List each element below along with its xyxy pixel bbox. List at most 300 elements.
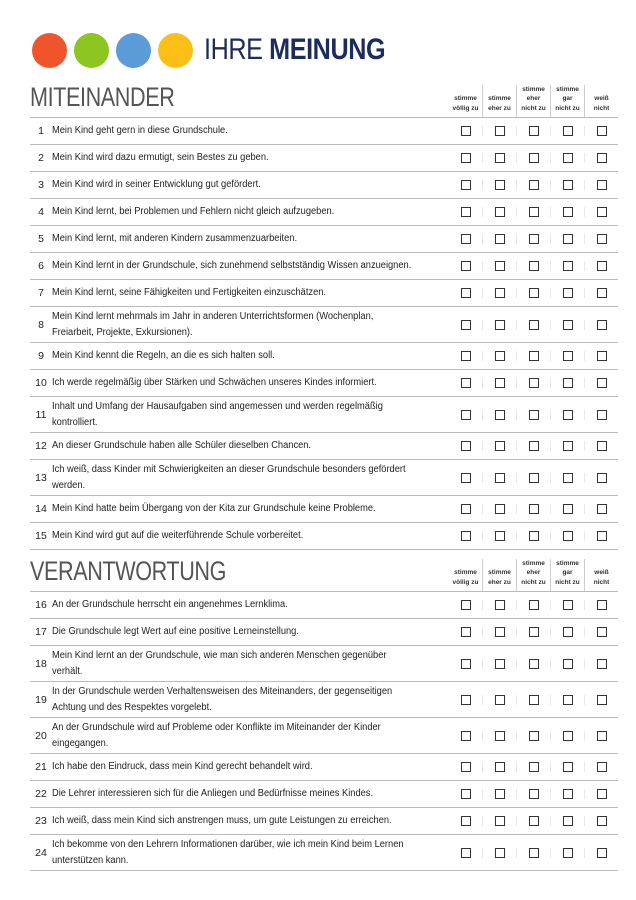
answer-cell [516,153,550,163]
answer-checkbox[interactable] [597,441,607,451]
red-dot [32,33,67,68]
answer-checkbox[interactable] [461,378,471,388]
answer-boxes [449,659,618,669]
answer-checkbox[interactable] [495,153,505,163]
answer-cell [516,600,550,610]
answer-cell [482,153,516,163]
answer-checkbox[interactable] [597,153,607,163]
answer-cell [449,180,482,190]
question-text: Ich weiß, dass mein Kind sich anstrengen muss, um gute Leistungen zu erreichen. [52,815,392,826]
answer-cell [516,410,550,420]
answer-cell [550,351,584,361]
answer-checkbox[interactable] [461,848,471,858]
answer-checkbox[interactable] [563,207,573,217]
answer-checkbox[interactable] [461,789,471,799]
answer-checkbox[interactable] [529,762,539,772]
answer-cell [550,180,584,190]
answer-checkbox[interactable] [563,731,573,741]
answer-checkbox[interactable] [495,261,505,271]
answer-checkbox[interactable] [495,378,505,388]
answer-cell [550,531,584,541]
answer-columns [449,85,618,117]
answer-boxes [449,531,618,541]
answer-boxes [449,731,618,741]
answer-cell [550,627,584,637]
answer-checkbox[interactable] [529,504,539,514]
answer-cell [584,816,618,826]
question-number: 3 [38,179,44,191]
answer-checkbox[interactable] [529,410,539,420]
answer-cell [584,410,618,420]
column-header-line: gar [562,95,573,103]
answer-checkbox[interactable] [597,261,607,271]
answer-cell [584,762,618,772]
answer-checkbox[interactable] [461,762,471,772]
answer-cell [449,627,482,637]
answer-cell [516,789,550,799]
answer-checkbox[interactable] [461,288,471,298]
answer-checkbox[interactable] [563,378,573,388]
question-number: 24 [35,846,47,859]
answer-checkbox[interactable] [597,473,607,483]
answer-cell [449,320,482,330]
answer-cell [550,207,584,217]
answer-checkbox[interactable] [461,531,471,541]
answer-cell [449,378,482,388]
answer-checkbox[interactable] [461,600,471,610]
question-text: An der Grundschule herrscht ein angenehmes Lernklima. [52,599,288,610]
answer-cell [516,627,550,637]
question-number: 8 [38,318,44,331]
column-header [584,85,618,117]
answer-cell [449,410,482,420]
answer-checkbox[interactable] [461,627,471,637]
section-title: MITEINANDER [30,82,175,112]
answer-checkbox[interactable] [461,410,471,420]
answer-checkbox[interactable] [563,261,573,271]
question-text: Mein Kind lernt, mit anderen Kindern zusammenzuarbeiten. [52,233,298,244]
answer-cell [516,126,550,136]
question-number: 1 [38,125,44,137]
answer-cell [584,627,618,637]
answer-checkbox[interactable] [495,320,505,330]
question-number: 17 [35,626,47,638]
answer-checkbox[interactable] [597,848,607,858]
answer-cell [482,288,516,298]
answer-cell [449,126,482,136]
answer-checkbox[interactable] [563,600,573,610]
column-header-line: stimme [488,95,511,103]
question-text: Mein Kind geht gern in diese Grundschule. [52,125,228,136]
column-header-line: nicht zu [555,104,580,112]
answer-checkbox[interactable] [597,531,607,541]
answer-checkbox[interactable] [563,288,573,298]
answer-checkbox[interactable] [597,731,607,741]
answer-checkbox[interactable] [461,351,471,361]
question-number: 16 [35,599,47,611]
answer-checkbox[interactable] [597,126,607,136]
column-header-line: eher [526,95,541,103]
answer-boxes [449,234,618,244]
answer-cell [584,848,618,858]
answer-cell [482,816,516,826]
answer-checkbox[interactable] [597,180,607,190]
question-row [30,397,618,433]
answer-checkbox[interactable] [563,351,573,361]
answer-checkbox[interactable] [529,441,539,451]
answer-checkbox[interactable] [529,180,539,190]
answer-cell [482,378,516,388]
question-number: 20 [35,729,47,742]
answer-boxes [449,816,618,826]
column-header [482,85,516,117]
section-header [30,547,618,592]
answer-boxes [449,762,618,772]
answer-checkbox[interactable] [563,659,573,669]
question-number: 12 [35,440,47,452]
answer-checkbox[interactable] [495,207,505,217]
answer-checkbox[interactable] [597,789,607,799]
answer-cell [584,731,618,741]
answer-checkbox[interactable] [597,600,607,610]
answer-cell [550,320,584,330]
answer-checkbox[interactable] [529,473,539,483]
answer-cell [482,207,516,217]
answer-cell [584,789,618,799]
answer-cell [482,473,516,483]
question-row [30,781,618,808]
column-header-line: weiß [594,95,609,103]
answer-checkbox[interactable] [529,848,539,858]
answer-boxes [449,441,618,451]
answer-boxes [449,180,618,190]
answer-checkbox[interactable] [529,695,539,705]
page-title-part1: IHRE [204,33,263,66]
column-header-line: gar [562,569,573,577]
answer-cell [584,695,618,705]
section-header [30,70,618,118]
column-header-line: nicht [593,578,610,586]
answer-cell [550,816,584,826]
question-row [30,118,618,145]
answer-checkbox[interactable] [495,410,505,420]
question-number: 10 [35,377,47,389]
answer-cell [482,504,516,514]
answer-checkbox[interactable] [461,473,471,483]
answer-checkbox[interactable] [529,261,539,271]
answer-cell [550,441,584,451]
answer-checkbox[interactable] [597,378,607,388]
answer-cell [516,207,550,217]
answer-checkbox[interactable] [495,659,505,669]
column-header [550,559,584,591]
question-row [30,280,618,307]
answer-checkbox[interactable] [495,848,505,858]
question-number: 15 [35,530,47,542]
question-text: Ich werde regelmäßig über Stärken und Schwächen unseres Kindes informiert. [52,377,377,388]
column-header-line [585,559,618,568]
answer-cell [516,816,550,826]
blue-dot [116,33,151,68]
answer-checkbox[interactable] [529,378,539,388]
question-number: 13 [35,471,47,484]
answer-boxes [449,627,618,637]
answer-boxes [449,695,618,705]
answer-checkbox[interactable] [495,288,505,298]
green-dot [74,33,109,68]
answer-checkbox[interactable] [563,531,573,541]
question-number: 4 [38,206,44,218]
answer-checkbox[interactable] [495,441,505,451]
column-header-line [449,85,482,94]
answer-checkbox[interactable] [495,762,505,772]
column-header [516,559,550,591]
question-number: 9 [38,350,44,362]
answer-checkbox[interactable] [563,126,573,136]
question-row [30,253,618,280]
answer-cell [449,600,482,610]
answer-checkbox[interactable] [529,627,539,637]
answer-checkbox[interactable] [597,504,607,514]
answer-checkbox[interactable] [529,234,539,244]
answer-checkbox[interactable] [597,816,607,826]
answer-checkbox[interactable] [495,234,505,244]
question-text: Mein Kind hatte beim Übergang von der Kita zur Grundschule keine Probleme. [52,503,376,514]
question-row [30,682,618,718]
answer-checkbox[interactable] [563,848,573,858]
answer-checkbox[interactable] [461,659,471,669]
answer-cell [584,531,618,541]
answer-cell [449,207,482,217]
column-header-line: nicht zu [521,104,546,112]
answer-cell [516,848,550,858]
question-text: Mein Kind lernt an der Grundschule, wie man sich anderen Menschen gegenüber verhält. [52,649,387,677]
answer-boxes [449,288,618,298]
answer-cell [449,848,482,858]
answer-cell [516,351,550,361]
answer-checkbox[interactable] [529,351,539,361]
question-row [30,226,618,253]
answer-cell [516,504,550,514]
answer-checkbox[interactable] [529,789,539,799]
answer-cell [584,207,618,217]
answer-checkbox[interactable] [461,731,471,741]
section-miteinander [30,70,618,550]
question-row [30,307,618,343]
answer-checkbox[interactable] [529,731,539,741]
column-header [449,85,482,117]
answer-cell [550,695,584,705]
answer-cell [516,695,550,705]
answer-cell [449,473,482,483]
question-number: 5 [38,233,44,245]
column-header [482,559,516,591]
answer-cell [584,288,618,298]
question-text: Mein Kind kennt die Regeln, an die es sich halten soll. [52,350,275,361]
answer-checkbox[interactable] [597,410,607,420]
answer-cell [449,531,482,541]
question-row [30,370,618,397]
answer-checkbox[interactable] [461,126,471,136]
answer-checkbox[interactable] [495,126,505,136]
answer-cell [550,410,584,420]
answer-checkbox[interactable] [563,789,573,799]
answer-checkbox[interactable] [563,234,573,244]
column-header-line: völlig zu [452,104,479,112]
answer-checkbox[interactable] [597,659,607,669]
answer-checkbox[interactable] [597,627,607,637]
column-header-line: stimme [454,569,477,577]
question-number: 14 [35,503,47,515]
answer-checkbox[interactable] [461,695,471,705]
column-header-line: nicht [593,104,610,112]
question-text: Mein Kind lernt mehrmals im Jahr in anderen Unterrichtsformen (Wochenplan, Freiarbeit, Projekte, Exkursionen). [52,310,374,338]
answer-checkbox[interactable] [495,351,505,361]
answer-checkbox[interactable] [495,731,505,741]
answer-checkbox[interactable] [529,153,539,163]
answer-checkbox[interactable] [461,180,471,190]
answer-cell [550,288,584,298]
question-text: Mein Kind wird dazu ermutigt, sein Bestes zu geben. [52,152,269,163]
answer-checkbox[interactable] [563,816,573,826]
answer-cell [482,410,516,420]
answer-checkbox[interactable] [529,531,539,541]
question-text: An dieser Grundschule haben alle Schüler dieselben Chancen. [52,440,312,451]
answer-cell [449,695,482,705]
answer-cell [449,234,482,244]
answer-cell [482,731,516,741]
answer-checkbox[interactable] [495,816,505,826]
answer-checkbox[interactable] [461,153,471,163]
answer-cell [516,234,550,244]
question-row [30,835,618,871]
answer-cell [584,659,618,669]
answer-boxes [449,351,618,361]
answer-boxes [449,410,618,420]
answer-checkbox[interactable] [563,504,573,514]
answer-checkbox[interactable] [461,207,471,217]
answer-checkbox[interactable] [495,600,505,610]
answer-cell [550,600,584,610]
answer-cell [550,762,584,772]
question-number: 6 [38,260,44,272]
answer-checkbox[interactable] [563,627,573,637]
answer-checkbox[interactable] [597,234,607,244]
answer-checkbox[interactable] [495,504,505,514]
answer-checkbox[interactable] [597,320,607,330]
answer-checkbox[interactable] [597,695,607,705]
question-row [30,172,618,199]
answer-checkbox[interactable] [529,207,539,217]
answer-checkbox[interactable] [495,531,505,541]
column-header-line: stimme [556,559,579,567]
answer-checkbox[interactable] [495,473,505,483]
answer-checkbox[interactable] [461,504,471,514]
answer-checkbox[interactable] [461,261,471,271]
answer-cell [550,659,584,669]
answer-cell [584,320,618,330]
answer-cell [584,378,618,388]
question-text: An der Grundschule wird auf Probleme oder Konflikte im Miteinander der Kinder eingegangen. [52,721,381,749]
answer-checkbox[interactable] [563,695,573,705]
question-row [30,523,618,550]
answer-checkbox[interactable] [563,410,573,420]
answer-checkbox[interactable] [597,207,607,217]
answer-checkbox[interactable] [495,180,505,190]
column-header [550,85,584,117]
section-verantwortung [30,547,618,871]
column-header-line [449,559,482,568]
question-row [30,646,618,682]
question-text: Inhalt und Umfang der Hausaufgaben sind angemessen und werden regelmäßig kontrolliert. [52,400,383,428]
answer-checkbox[interactable] [495,627,505,637]
answer-checkbox[interactable] [563,180,573,190]
column-header-line: stimme [556,85,579,93]
answer-cell [584,234,618,244]
column-header-line: eher zu [488,578,511,586]
answer-cell [584,504,618,514]
answer-checkbox[interactable] [563,320,573,330]
answer-checkbox[interactable] [529,659,539,669]
question-text: Ich habe den Eindruck, dass mein Kind gerecht behandelt wird. [52,761,313,772]
answer-cell [449,816,482,826]
answer-checkbox[interactable] [529,600,539,610]
question-text: Mein Kind wird gut auf die weiterführende Schule vorbereitet. [52,530,304,541]
column-header-line [483,559,516,568]
answer-checkbox[interactable] [529,288,539,298]
answer-checkbox[interactable] [529,126,539,136]
answer-cell [584,473,618,483]
answer-cell [584,153,618,163]
answer-checkbox[interactable] [563,153,573,163]
answer-checkbox[interactable] [461,320,471,330]
column-header [516,85,550,117]
answer-checkbox[interactable] [597,288,607,298]
answer-boxes [449,261,618,271]
yellow-dot [158,33,193,68]
answer-checkbox[interactable] [461,816,471,826]
answer-cell [482,180,516,190]
answer-checkbox[interactable] [529,816,539,826]
answer-cell [482,320,516,330]
answer-checkbox[interactable] [529,320,539,330]
question-row [30,808,618,835]
answer-boxes [449,126,618,136]
answer-checkbox[interactable] [563,473,573,483]
answer-cell [482,762,516,772]
answer-cell [516,473,550,483]
answer-checkbox[interactable] [597,762,607,772]
question-number: 11 [35,408,47,421]
column-header [449,559,482,591]
answer-checkbox[interactable] [495,695,505,705]
answer-cell [550,789,584,799]
answer-cell [482,695,516,705]
answer-checkbox[interactable] [563,441,573,451]
question-number: 19 [35,693,47,706]
column-header-line: weiß [594,569,609,577]
answer-checkbox[interactable] [461,441,471,451]
answer-boxes [449,378,618,388]
answer-checkbox[interactable] [495,789,505,799]
answer-checkbox[interactable] [597,351,607,361]
answer-cell [584,180,618,190]
answer-checkbox[interactable] [461,234,471,244]
answer-boxes [449,504,618,514]
answer-cell [482,531,516,541]
answer-cell [550,473,584,483]
answer-checkbox[interactable] [563,762,573,772]
